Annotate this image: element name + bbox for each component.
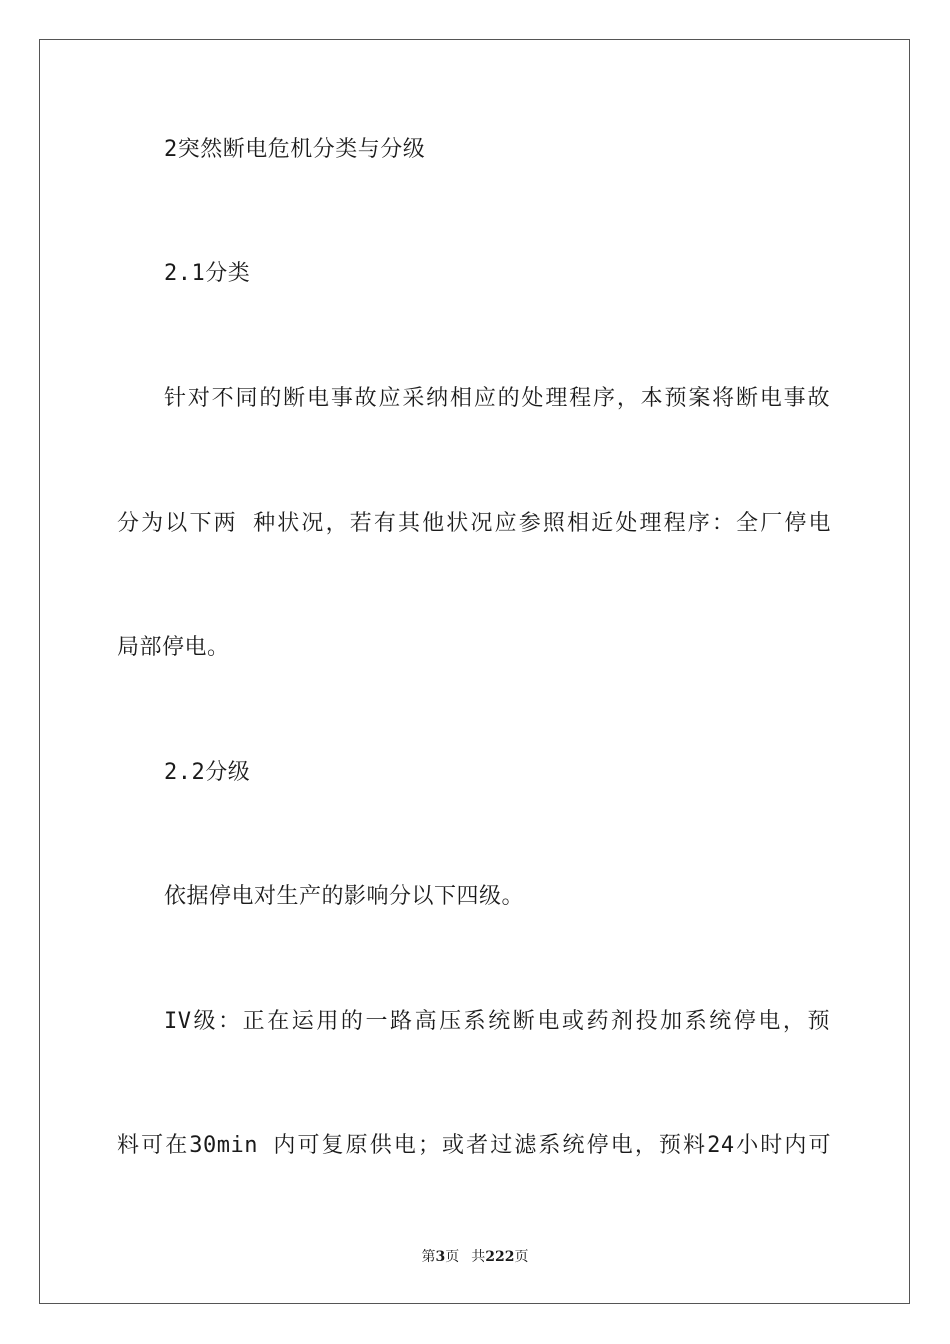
footer-total-suffix: 页 [514, 1249, 529, 1265]
paragraph-line: 分为以下两 种状况，若有其他状况应参照相近处理程序：全厂停电 [117, 511, 831, 536]
paragraph-line: 依据停电对生产的影响分以下四级。 [164, 884, 525, 909]
paragraph-line: 局部停电。 [117, 635, 230, 660]
footer-page-prefix: 第 [421, 1249, 436, 1265]
subsection-heading-grading: 2.2分级 [164, 760, 251, 785]
subsection-heading-classification: 2.1分类 [164, 261, 251, 286]
footer-total-prefix: 共 [471, 1249, 486, 1265]
page-border [39, 39, 910, 1304]
footer-total-number: 222 [485, 1249, 515, 1265]
footer-page-suffix: 页 [445, 1249, 460, 1265]
paragraph-line: IV级：正在运用的一路高压系统断电或药剂投加系统停电，预 [164, 1009, 830, 1034]
footer-page-number: 3 [435, 1249, 446, 1265]
page-footer [0, 1247, 950, 1267]
paragraph-line: 料可在30min 内可复原供电；或者过滤系统停电，预料24小时内可 [117, 1133, 831, 1158]
paragraph-line: 针对不同的断电事故应采纳相应的处理程序，本预案将断电事故 [164, 386, 830, 411]
section-heading: 2突然断电危机分类与分级 [164, 137, 426, 162]
